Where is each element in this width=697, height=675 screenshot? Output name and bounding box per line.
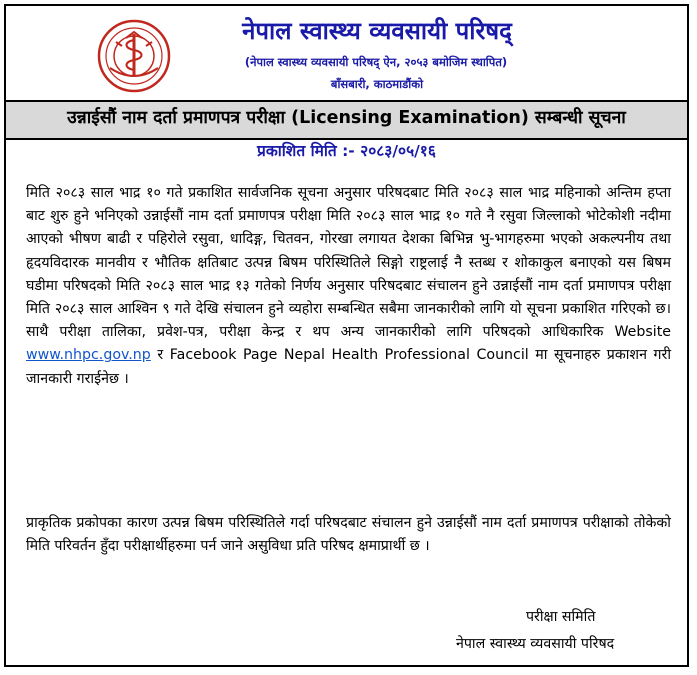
header [6, 6, 687, 98]
website-link[interactable]: www.nhpc.gov.np [26, 347, 151, 364]
paragraph-1-text-end: र Facebook Page Nepal Health Professional Council मा सूचनाहरु प्रकाशन गरी जानकारी गराईनेछ । [26, 347, 671, 387]
notice-frame [4, 4, 689, 667]
signature-council: नेपाल स्वास्थ्य व्यवसायी परिषद [456, 636, 615, 652]
signature-committee: परीक्षा समिति [526, 609, 596, 625]
paragraph-1-text: मिति २०८३ साल भाद्र १० गते प्रकाशित सार्वजनिक सूचना अनुसार परिषदबाट मिति २०८३ साल भाद्र महिनाको अन्तिम हप्ता बाट शुरु हुने भनिएको उन्नाईसौं नाम दर्ता प्रमाणपत्र परीक्षा मिति २०८३ साल भाद्र १० गते नै रसुवा जिल्लाको भोटेकोशी नदीमा आएको भीषण बाढी र पहिरोले रसुवा, धादिङ्ग, चितवन, गोरखा लगायत देशका बिभिन्न भु-भागहरुमा भएको अकल्पनीय तथा हृदयविदारक मानवीय र भौतिक क्षतिबाट उत्पन्न बिषम परिस्थितिले सिङ्गो राष्ट्रलाई नै स्तब्ध र शोकाकुल बनाएको यस बिषम घडीमा परिषदको मिति २०८३ साल भाद्र १३ गतेको निर्णय अनुसार परिषदबाट संचालन हुने उन्नाईसौं नाम दर्ता प्रमाणपत्र परीक्षा मिति २०८३ साल आश्विन ९ गते देखि संचालन हुने व्यहोरा सम्बन्धित सबैमा जानकारीको लागि यो सूचना प्रकाशित गरिएको छ। साथै परीक्षा तालिका, प्रवेश-पत्र, परीक्षा केन्द्र र थप अन्य जानकारीको लागि परिषदको आधिकारिक Website [26, 185, 671, 341]
published-date: प्रकाशित मिति :- २०८३/०५/१६ [257, 142, 436, 160]
council-emblem-icon [96, 18, 172, 94]
council-subtitle: (नेपाल स्वास्थ्य व्यवसायी परिषद् ऐन, २०५३ बमोजिम स्थापित) [244, 55, 508, 69]
council-title: नेपाल स्वास्थ्य व्यवसायी परिषद् [242, 17, 512, 45]
council-address: बाँसबारी, काठमाडौंको [330, 77, 424, 91]
notice-title: उन्नाईसौं नाम दर्ता प्रमाणपत्र परीक्षा (Licensing Examination) सम्बन्धी सूचना [67, 108, 626, 128]
notice-paragraph-1 [26, 182, 671, 391]
notice-paragraph-2: प्राकृतिक प्रकोपका कारण उत्पन्न बिषम परिस्थितिले गर्दा परिषदबाट संचालन हुने उन्नाईसौं नाम दर्ता प्रमाणपत्र परीक्षाको तोकेको मिति परिवर्तन हुँदा परीक्षार्थीहरुमा पर्न जाने असुविधा प्रति परिषद क्षमाप्रार्थी छ । [26, 515, 671, 555]
